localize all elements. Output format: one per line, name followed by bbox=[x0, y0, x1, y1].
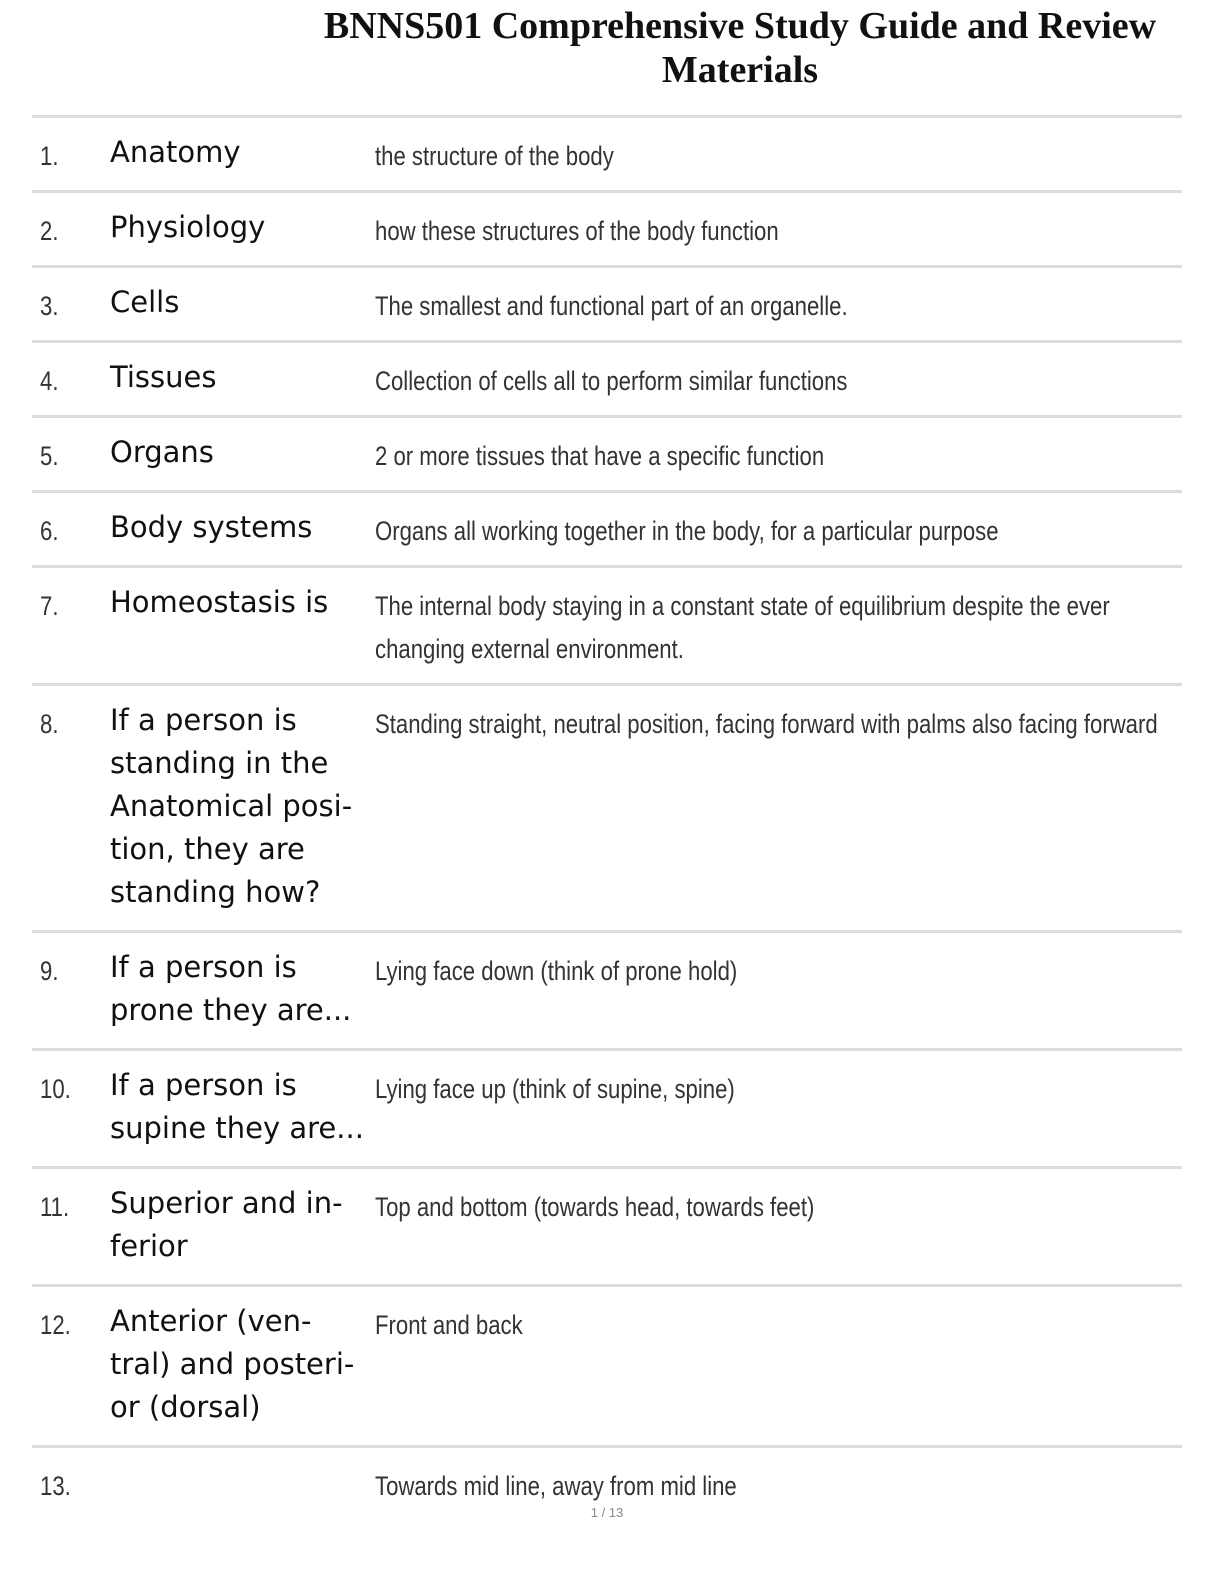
term-number: 1. bbox=[40, 141, 59, 171]
term-name: Anatomy bbox=[110, 135, 241, 169]
term-name: Body systems bbox=[110, 510, 313, 544]
document-title: BNNS501 Comprehensive Study Guide and Review Materials bbox=[323, 5, 1157, 91]
term-definition: The internal body staying in a constant state of equilibrium despite the ever changing external environment. bbox=[375, 591, 1110, 664]
term-row bbox=[32, 340, 1182, 415]
term-number: 8. bbox=[40, 709, 59, 739]
term-definition: The smallest and functional part of an organelle. bbox=[375, 291, 848, 321]
term-name: Organs bbox=[110, 435, 214, 469]
term-number: 6. bbox=[40, 516, 59, 546]
term-name: If a person is supine they are... bbox=[110, 1068, 364, 1145]
page-indicator: 1 / 13 bbox=[590, 1505, 624, 1520]
term-definition: Top and bottom (towards head, towards feet) bbox=[375, 1192, 815, 1222]
term-number: 2. bbox=[40, 216, 59, 246]
term-name: Superior and in-ferior bbox=[110, 1186, 343, 1263]
term-name: If a person is prone they are... bbox=[110, 950, 352, 1027]
term-number: 12. bbox=[40, 1310, 71, 1340]
term-name: Cells bbox=[110, 285, 180, 319]
term-definition: Standing straight, neutral position, facing forward with palms also facing forward bbox=[375, 709, 1158, 739]
term-number: 4. bbox=[40, 366, 59, 396]
term-definition: Lying face up (think of supine, spine) bbox=[375, 1074, 735, 1104]
term-row bbox=[32, 1284, 1182, 1445]
term-definition: the structure of the body bbox=[375, 141, 614, 171]
term-row bbox=[32, 190, 1182, 265]
term-name: Physiology bbox=[110, 210, 266, 244]
term-number: 10. bbox=[40, 1074, 71, 1104]
term-number: 3. bbox=[40, 291, 59, 321]
term-number: 7. bbox=[40, 591, 59, 621]
term-row bbox=[32, 1048, 1182, 1166]
term-name: Homeostasis is bbox=[110, 585, 329, 619]
term-definition: 2 or more tissues that have a specific function bbox=[375, 441, 825, 471]
term-definition: Front and back bbox=[375, 1310, 523, 1340]
term-row bbox=[32, 415, 1182, 490]
term-name: Anterior (ven-tral) and posteri-or (dorsal) bbox=[110, 1304, 355, 1424]
term-number: 5. bbox=[40, 441, 59, 471]
term-definition: Towards mid line, away from mid line bbox=[375, 1471, 737, 1501]
term-name: Tissues bbox=[110, 360, 217, 394]
term-row bbox=[32, 930, 1182, 1048]
term-list bbox=[32, 115, 1182, 1520]
term-row bbox=[32, 115, 1182, 190]
term-row bbox=[32, 565, 1182, 683]
term-name: If a person is standing in the Anatomical posi-tion, they are standing how? bbox=[110, 703, 353, 909]
term-number: 11. bbox=[40, 1192, 70, 1222]
term-row bbox=[32, 1166, 1182, 1284]
term-row bbox=[32, 683, 1182, 930]
term-row bbox=[32, 490, 1182, 565]
term-definition: Organs all working together in the body, for a particular purpose bbox=[375, 516, 999, 546]
term-number: 13. bbox=[40, 1471, 71, 1501]
term-row bbox=[32, 265, 1182, 340]
term-definition: Collection of cells all to perform similar functions bbox=[375, 366, 848, 396]
term-number: 9. bbox=[40, 956, 59, 986]
term-definition: Lying face down (think of prone hold) bbox=[375, 956, 738, 986]
term-definition: how these structures of the body function bbox=[375, 216, 779, 246]
